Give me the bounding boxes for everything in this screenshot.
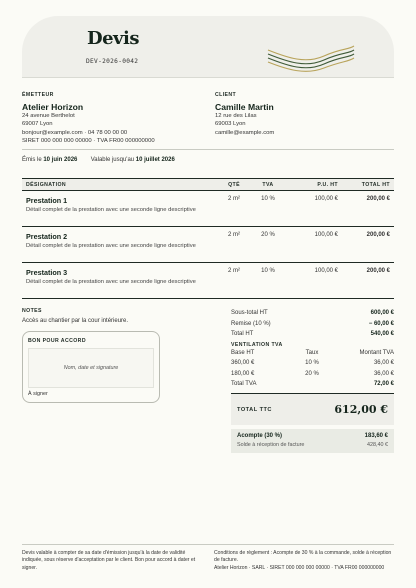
item-qty: 2 m² bbox=[220, 191, 248, 227]
discount-value: − 60,00 € bbox=[368, 320, 394, 327]
client-address-2: 69003 Lyon bbox=[215, 121, 246, 128]
vat-col-amount: Montant TVA bbox=[359, 349, 394, 356]
decorative-waves-icon bbox=[266, 44, 356, 74]
notes-block bbox=[22, 308, 212, 324]
table-row bbox=[22, 191, 394, 227]
item-description: Détail complet de la prestation avec une seconde ligne descriptive bbox=[26, 207, 196, 213]
notes-label: NOTES bbox=[22, 308, 42, 314]
total-vat-label: Total TVA bbox=[231, 381, 257, 388]
total-ttc-value: 612,00 € bbox=[334, 403, 388, 416]
signature-area[interactable] bbox=[28, 348, 154, 388]
item-vat: 20 % bbox=[248, 227, 288, 263]
item-vat: 10 % bbox=[248, 191, 288, 227]
divider bbox=[22, 149, 394, 150]
vat-row bbox=[231, 369, 394, 379]
client-block bbox=[215, 92, 391, 137]
col-designation: DÉSIGNATION bbox=[22, 179, 220, 191]
total-ht-row bbox=[231, 329, 394, 340]
total-ttc-label: TOTAL TTC bbox=[237, 406, 272, 413]
client-email: camille@example.com bbox=[215, 129, 275, 136]
total-vat-row bbox=[231, 379, 394, 390]
item-description: Détail complet de la prestation avec une seconde ligne descriptive bbox=[26, 243, 196, 249]
item-name: Prestation 2 bbox=[26, 232, 68, 241]
issued-prefix: Émis le bbox=[22, 157, 42, 163]
issuer-contact: bonjour@example.com · 04 78 00 00 00 bbox=[22, 129, 128, 136]
notes-text: Accès au chantier par la cour intérieure. bbox=[22, 318, 129, 324]
vat-amount: 36,00 € bbox=[373, 360, 394, 367]
vat-col-rate: Taux bbox=[305, 349, 319, 356]
deposit-value: 183,60 € bbox=[364, 433, 388, 439]
item-name: Prestation 3 bbox=[26, 268, 68, 277]
total-vat-value: 72,00 € bbox=[373, 381, 394, 388]
col-total: TOTAL HT bbox=[342, 179, 394, 191]
issuer-address-1: 24 avenue Berthelot bbox=[22, 113, 75, 119]
signature-placeholder: Nom, date et signature bbox=[63, 365, 119, 371]
item-qty: 2 m² bbox=[220, 227, 248, 263]
client-name: Camille Martin bbox=[215, 102, 274, 112]
valid-prefix: Valable jusqu'au bbox=[90, 157, 135, 163]
approval-label: BON POUR ACCORD bbox=[28, 338, 86, 344]
document-header bbox=[22, 16, 394, 78]
vat-breakdown-label: VENTILATION TVA bbox=[231, 341, 283, 348]
vat-header-row bbox=[231, 348, 394, 358]
vat-base: 360,00 € bbox=[231, 360, 255, 367]
issuer-address-2: 69007 Lyon bbox=[22, 121, 53, 128]
table-row bbox=[22, 227, 394, 263]
col-qty: QTÉ bbox=[220, 179, 248, 191]
deposit-row bbox=[237, 433, 388, 439]
deposit-box bbox=[231, 429, 394, 453]
item-name: Prestation 1 bbox=[26, 196, 68, 205]
subtotal-label: Sous-total HT bbox=[231, 310, 268, 317]
item-description: Détail complet de la prestation avec une seconde ligne descriptive bbox=[26, 279, 196, 285]
items-table bbox=[22, 178, 394, 299]
table-row bbox=[22, 263, 394, 299]
item-total: 200,00 € bbox=[342, 191, 394, 227]
client-label: CLIENT bbox=[215, 92, 237, 98]
item-total: 200,00 € bbox=[342, 227, 394, 263]
item-unit-price: 100,00 € bbox=[288, 191, 342, 227]
item-qty: 2 m² bbox=[220, 263, 248, 299]
valid-date: 10 juillet 2026 bbox=[135, 157, 175, 163]
document-title: Devis bbox=[87, 28, 139, 49]
footer-divider bbox=[22, 544, 394, 545]
balance-value: 428,40 € bbox=[367, 442, 388, 448]
issuer-legal: SIRET 000 000 000 00000 · TVA FR00 000000000 bbox=[22, 138, 155, 145]
total-ttc-box bbox=[231, 393, 394, 425]
total-ht-label: Total HT bbox=[231, 331, 254, 338]
footer-company-legal: Atelier Horizon · SARL · SIRET 000 000 000 00000 · TVA FR00 000000000 bbox=[214, 564, 385, 571]
issuer-name: Atelier Horizon bbox=[22, 102, 84, 112]
vat-base: 180,00 € bbox=[231, 370, 255, 377]
vat-col-base: Base HT bbox=[231, 349, 255, 356]
issuer-block bbox=[22, 92, 198, 146]
total-ht-value: 540,00 € bbox=[370, 331, 394, 338]
deposit-label: Acompte (30 %) bbox=[237, 433, 283, 439]
footer-validity-text: Devis valable à compter de sa date d'émission jusqu'à la date de validité indiquée, sous réserve d'acceptation par le client. Bon pour accord à dater et signer. bbox=[22, 550, 196, 571]
balance-row bbox=[237, 442, 388, 448]
vat-rate: 20 % bbox=[305, 370, 319, 377]
discount-row bbox=[231, 319, 394, 330]
to-sign-text: À signer bbox=[28, 391, 48, 397]
footer-payment-block bbox=[214, 550, 394, 572]
item-unit-price: 100,00 € bbox=[288, 227, 342, 263]
vat-rate: 10 % bbox=[305, 360, 319, 367]
item-unit-price: 100,00 € bbox=[288, 263, 342, 299]
col-unit-price: P.U. HT bbox=[288, 179, 342, 191]
subtotal-row bbox=[231, 308, 394, 319]
col-vat: TVA bbox=[248, 179, 288, 191]
balance-label: Solde à réception de facture bbox=[237, 442, 305, 448]
issued-date: 10 juin 2026 bbox=[43, 157, 78, 163]
item-total: 200,00 € bbox=[342, 263, 394, 299]
discount-label: Remise (10 %) bbox=[231, 320, 271, 327]
document-number: DEV-2026-0042 bbox=[86, 58, 139, 65]
vat-amount: 36,00 € bbox=[373, 370, 394, 377]
vat-row bbox=[231, 358, 394, 368]
table-header-row bbox=[22, 179, 394, 191]
quote-dates bbox=[22, 157, 175, 163]
footer-payment-terms: Conditions de règlement : Acompte de 30 % à la commande, solde à réception de facture. bbox=[214, 550, 392, 564]
totals-block bbox=[231, 308, 394, 390]
item-vat: 10 % bbox=[248, 263, 288, 299]
subtotal-value: 600,00 € bbox=[370, 310, 394, 317]
issuer-label: ÉMETTEUR bbox=[22, 92, 54, 98]
client-address-1: 12 rue des Lilas bbox=[215, 113, 257, 119]
